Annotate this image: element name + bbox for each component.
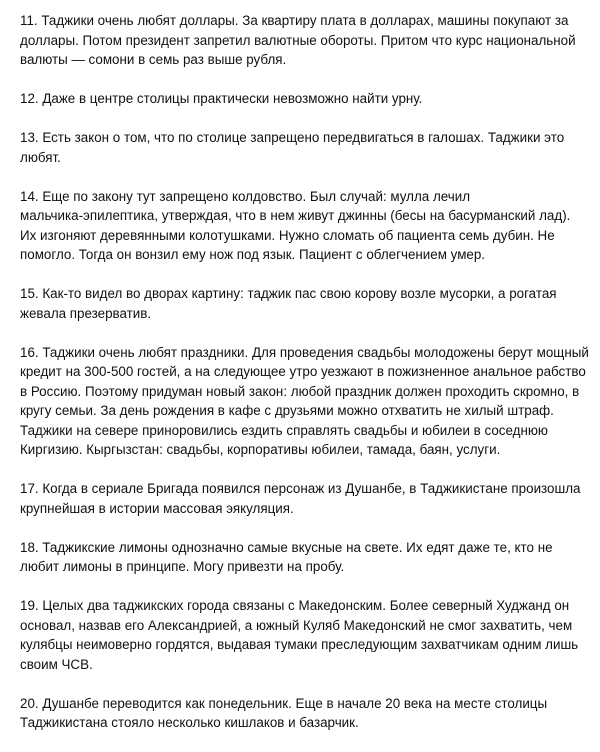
- text-line: крупнейшая в истории массовая эякуляция.: [20, 500, 294, 516]
- text-line: своим ЧСВ.: [20, 656, 93, 672]
- text-line: в Россию. Поэтому придуман новый закон: любой праздник должен проходить скромно, в: [20, 383, 580, 399]
- paragraph-16: [20, 343, 588, 460]
- text-line: кругу семьи. За день рождения в кафе с друзьями можно отхватить не хилый штраф.: [20, 403, 554, 418]
- text-line: 18. Таджикские лимоны однозначно самые вкусные на свете. Их едят даже те, кто не: [20, 539, 553, 555]
- document-body: [20, 11, 588, 752]
- paragraph-13: [20, 128, 588, 167]
- text-line: кредит на 300-500 гостей, а на следующее утро уезжают в пожизненное анальное рабство: [20, 364, 586, 379]
- text-line: Киргизию. Кыргызстан: свадьбы, корпоративы юбилеи, тамада, баян, услуги.: [20, 442, 501, 457]
- paragraph-19: [20, 596, 588, 674]
- text-line: жевала презерватив.: [20, 305, 152, 321]
- paragraph-17: [20, 479, 588, 518]
- paragraph-11: [20, 11, 588, 70]
- text-line: 12. Даже в центре столицы практически невозможно найти урну.: [20, 91, 423, 106]
- text-line: кулябцы неимоверно гордятся, выдавая тумаки преследующим захватчикам одним лишь: [20, 637, 579, 652]
- text-line: 15. Как-то видел во дворах картину: таджик пас свою корову возле мусорки, а рогатая: [20, 286, 557, 301]
- paragraph-14: [20, 187, 588, 265]
- text-line: 19. Целых два таджикских города связаны с Македонским. Более северный Худжанд он: [20, 598, 570, 613]
- text-line: помогло. Тогда он вонзил ему нож под язык. Пациент с облегчением умер.: [20, 247, 486, 262]
- paragraph-18: [20, 538, 588, 577]
- text-line: 17. Когда в сериале Бригада появился персонаж из Душанбе, в Таджикистане произошла: [20, 481, 581, 496]
- text-line: 20. Душанбе переводится как понедельник. Еще в начале 20 века на месте столицы: [20, 695, 548, 711]
- paragraph-20: [20, 694, 588, 733]
- text-line: 16. Таджики очень любят праздники. Для проведения свадьбы молодожены берут мощный: [20, 344, 589, 360]
- text-line: доллары. Потом президент запретил валютные обороты. Притом что курс национальной: [20, 32, 576, 48]
- paragraph-15: [20, 284, 588, 323]
- text-line: 13. Есть закон о том, что по столице запрещено передвигаться в галошах. Таджики это: [20, 130, 565, 145]
- text-line: Таджикистана стояло несколько кишлаков и базарчик.: [20, 715, 359, 730]
- text-line: Их изгоняют деревянными колотушками. Нужно сломать об пациента семь дубин. Не: [20, 227, 555, 243]
- text-line: основал, назвав его Александрией, а южный Куляб Македонский не смог захватить, чем: [20, 617, 573, 633]
- text-line: любит лимоны в принципе. Могу привезти на пробу.: [20, 559, 345, 574]
- paragraph-12: [20, 89, 588, 109]
- text-line: любят.: [20, 149, 61, 165]
- text-line: Таджики на севере приноровились ездить справлять свадьбы и юбилеи в соседнюю: [20, 422, 548, 438]
- text-line: валюты — сомони в семь раз выше рубля.: [20, 52, 287, 67]
- text-line: 14. Еще по закону тут запрещено колдовство. Был случай: мулла лечил: [20, 188, 471, 204]
- text-line: мальчика-эпилептика, утверждая, что в нем живут джинны (бесы на басурманский лад).: [20, 208, 571, 223]
- text-line: 11. Таджики очень любят доллары. За квартиру плата в долларах, машины покупают за: [20, 13, 569, 28]
